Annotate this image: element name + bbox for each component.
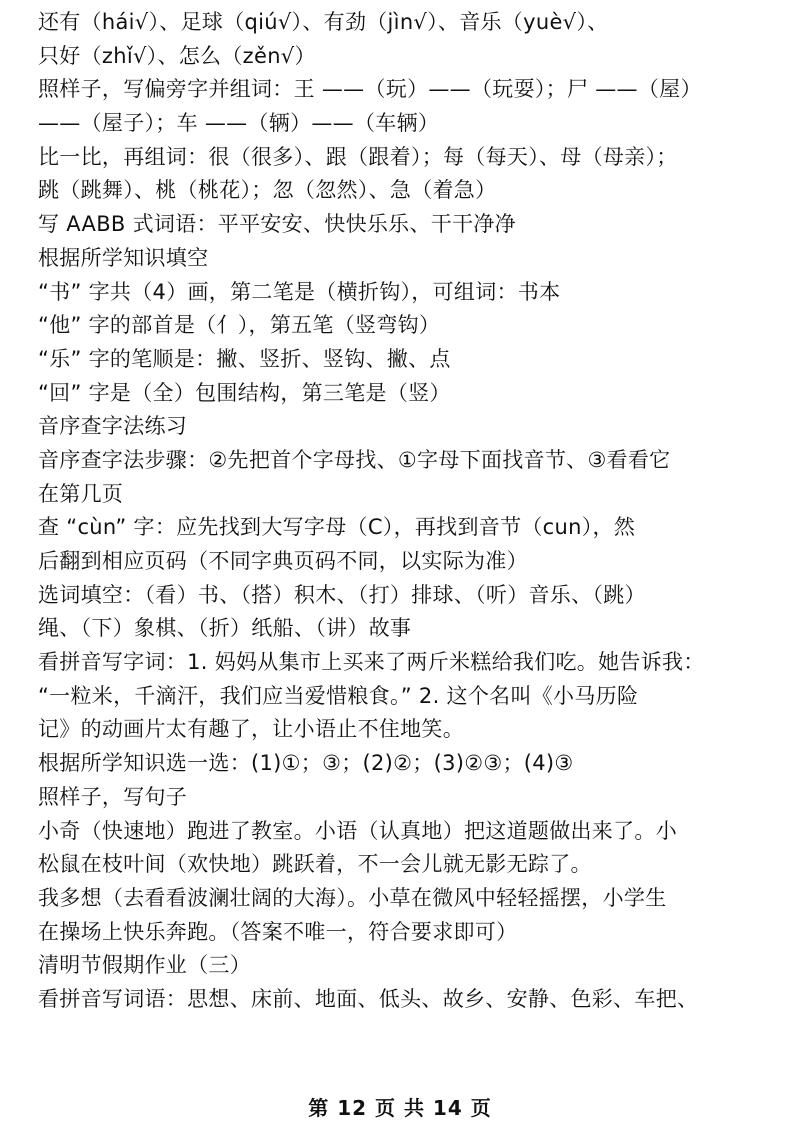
text-line: “他” 字的部首是（亻），第五笔（竖弯钩）: [38, 313, 441, 338]
section-heading: 照样子，写句子: [38, 784, 188, 809]
text-line: 跳（跳舞）、桃（桃花）；忽（忽然）、急（着急）: [38, 178, 497, 203]
text-line: “书” 字共（4）画，第二笔是（横折钩），可组词：书本: [38, 279, 561, 304]
text-line: 松鼠在枝叶间（欢快地）跳跃着，不一会儿就无影无踪了。: [38, 852, 592, 877]
text-line: 查 “cùn” 字：应先找到大写字母（C），再找到音节（cun），然: [38, 515, 636, 540]
text-line: 比一比，再组词：很（很多）、跟（跟着）；每（每天）、母（母亲）；: [38, 144, 678, 169]
text-line: 只好（zhǐ√）、怎么（zěn√）: [38, 43, 316, 68]
text-line: 我多想（去看看波澜壮阔的大海）。小草在微风中轻轻摇摆，小学生: [38, 885, 667, 910]
text-line: 看拼音写词语：思想、床前、地面、低头、故乡、安静、色彩、车把、: [38, 986, 699, 1011]
text-line: 写 AABB 式词语：平平安安、快快乐乐、干干净净: [38, 212, 516, 237]
section-heading: 音序查字法练习: [38, 414, 188, 439]
text-line: “回” 字是（全）包围结构，第三笔是（竖）: [38, 380, 451, 405]
text-line: 音序查字法步骤：②先把首个字母找、①字母下面找音节、③看看它: [38, 447, 671, 472]
text-line: 后翻到相应页码（不同字典页码不同，以实际为准）: [38, 549, 528, 573]
text-line: 小奇（快速地）跑进了教室。小语（认真地）把这道题做出来了。小: [38, 818, 677, 843]
text-line: 记》的动画片太有趣了，让小语止不住地笑。: [38, 717, 464, 742]
page-number-footer: 第 12 页 共 14 页: [308, 1096, 492, 1120]
text-line: ——（屋子）；车 ——（辆）——（车辆）: [38, 111, 440, 136]
text-line: “一粒米，千滴汗，我们应当爱惜粮食。” 2. 这个名叫《小马历险: [38, 683, 639, 708]
text-line: 绳、（下）象棋、（折）纸船、（讲）故事: [38, 616, 412, 641]
text-line: 还有（hái√）、足球（qiú√）、有劲（jìn√）、音乐（yuè√）、: [38, 10, 609, 34]
text-line: 在第几页: [38, 481, 124, 506]
text-line: 选词填空：（看）书、（搭）积木、（打）排球、（听）音乐、（跳）: [38, 582, 646, 607]
section-heading: 清明节假期作业（三）: [38, 953, 251, 978]
text-line: “乐” 字的笔顺是：撇、竖折、竖钩、撇、点: [38, 346, 451, 371]
section-heading: 根据所学知识填空: [38, 245, 209, 270]
text-line: 根据所学知识选一选：(1)①；③；(2)②；(3)②③；(4)③: [38, 751, 574, 776]
text-line: 在操场上快乐奔跑。（答案不唯一，符合要求即可）: [38, 919, 518, 944]
text-line: 看拼音写字词：1. 妈妈从集市上买来了两斤米糕给我们吃。她告诉我：: [38, 650, 705, 675]
answer-text-block: [38, 6, 778, 1017]
text-line: 照样子，写偏旁字并组词：王 ——（玩）——（玩耍）；尸 ——（屋）: [38, 77, 702, 102]
